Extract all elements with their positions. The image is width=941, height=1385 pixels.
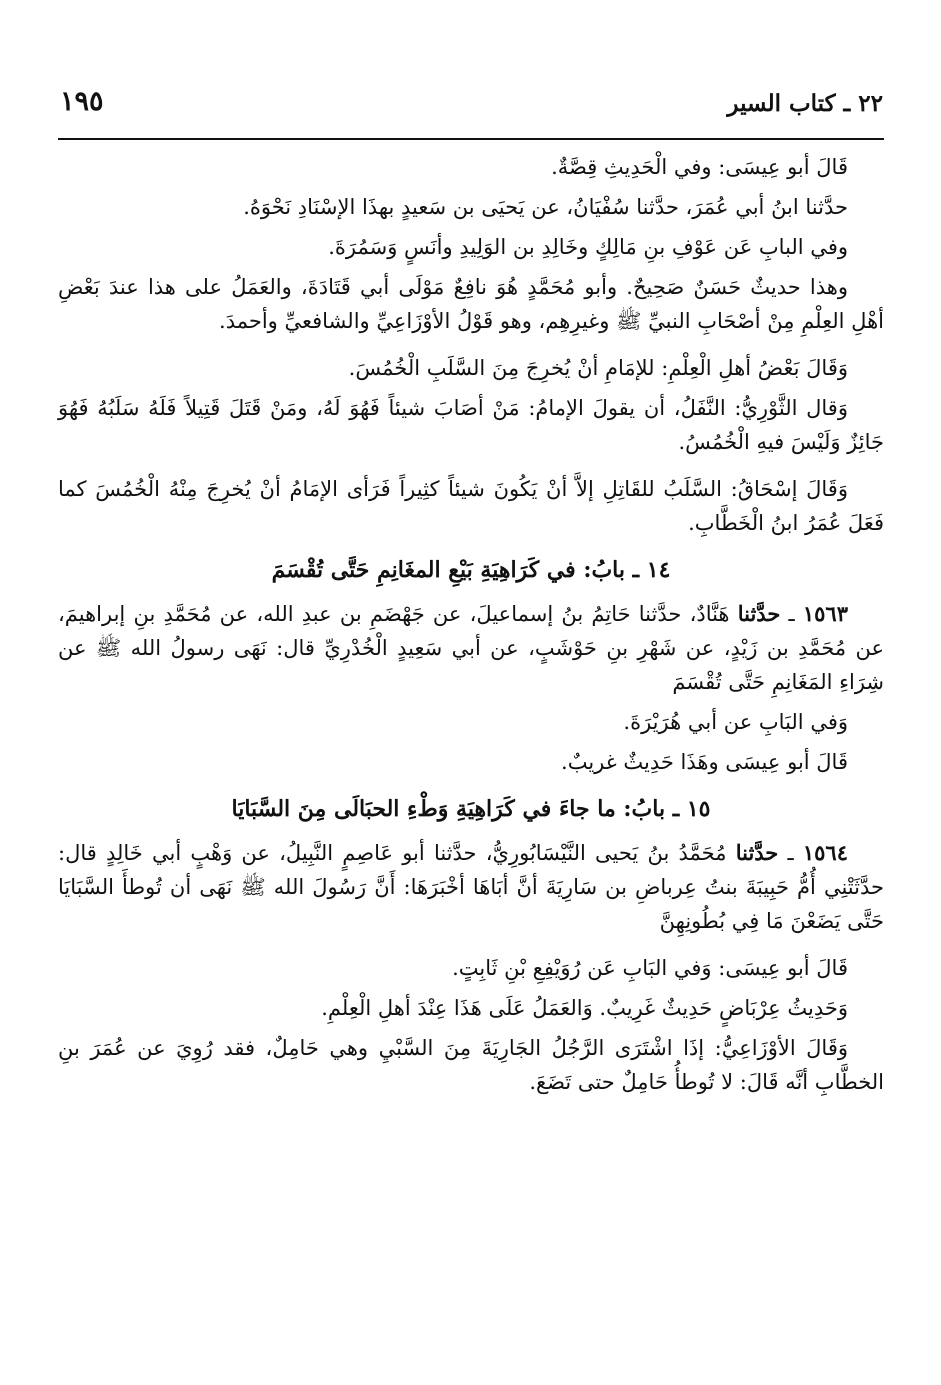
- paragraph: وَقَالَ بَعْضُ أهلِ الْعِلْمِ: للإمَامِ أنْ يُخرِجَ مِنَ السَّلَبِ الْخُمُسَ.: [348, 356, 848, 380]
- hadith-lead: حدَّثنا: [737, 601, 781, 626]
- hadith-number: ١٥٦٣: [802, 601, 848, 626]
- chapter-title: ٢٢ ـ كتاب السير: [727, 90, 883, 117]
- page-number: ١٩٥: [60, 86, 104, 117]
- hadith-text: هَنَّادٌ، حدَّثنا حَاتِمُ بنُ إسماعيلَ، عن جَهْضَمِ بن عبدِ الله، عن مُحَمَّدِ بنِ إبراهيمَ، عن مُحَمَّدِ بن زَيْدٍ، عن شَهْرِ بنِ حَوْشَبٍ، عن أبي سَعِيدٍ الْخُدْرِيِّ قال: نَهَى رسولُ الله ﷺ عن شِرَاءِ المَغَانِمِ حَتَّى تُقْسَمَ: [58, 602, 884, 694]
- paragraph: وَقال الثَّوْرِيُّ: النَّفَلُ، أن يقولَ الإمامُ: مَنْ أصَابَ شيئاً فَهُوَ لَهُ، ومَنْ قَتَلَ قَتِيلاً فَلَهُ سَلَبُهُ فَهُوَ جَائِزٌ وَلَيْسَ فيهِ الْخُمُسُ.: [58, 396, 884, 454]
- paragraph: وَقَالَ الأوْزَاعِيُّ: إذَا اشْتَرَى الرَّجُلُ الجَارِيَةَ مِنَ السَّبْيِ وهي حَامِلٌ، فقد رُوِيَ عن عُمَرَ بنِ الخطَّابِ أنَّه قَالَ: لا تُوطأُ حَامِلٌ حتى تَضَعَ.: [58, 1036, 884, 1094]
- paragraph: وهذا حديثٌ حَسَنٌ صَحِيحٌ. وأبو مُحَمَّدٍ هُوَ نافِعٌ مَوْلَى أبي قَتَادَةَ، والعَمَلُ على هذا عندَ بَعْضِ أهْلِ العِلْمِ مِنْ أصْحَابِ النبيِّ ﷺ وغيرِهِم، وهو قَوْلُ الأوْزَاعِيِّ والشافعيِّ وأحمدَ.: [58, 275, 884, 333]
- section-heading-14: ١٤ ـ بابُ: في كَرَاهِيَةِ بَيْعِ المغَانِمِ حَتَّى تُقْسَمَ: [271, 557, 671, 583]
- hadith-number: ١٥٦٤: [802, 840, 848, 865]
- paragraph: قَالَ أبو عِيسَى: وَفي البَابِ عَن رُوَيْفِعِ بْنِ ثَابِتٍ.: [452, 956, 848, 980]
- header-rule: [58, 138, 884, 140]
- hadith-lead: حدَّثنا: [735, 840, 779, 865]
- page-header: [60, 84, 883, 124]
- section-heading-15: ١٥ ـ بابُ: ما جاءَ في كَرَاهِيَةِ وَطْءِ الحبَالَى مِنَ السَّبَايَا: [231, 796, 711, 822]
- paragraph: وَفي البَابِ عن أبي هُرَيْرَةَ.: [623, 710, 848, 734]
- paragraph: وَقَالَ إسْحَاقُ: السَّلَبُ للقَاتِلِ إلاَّ أنْ يَكُونَ شيئاً كثِيراً فَرَأى الإمَامُ أنْ يُخرِجَ مِنْهُ الْخُمُسَ كما فَعَلَ عُمَرُ ابنُ الْخَطَّابِ.: [58, 477, 884, 535]
- hadith-1563: ١٥٦٣ ـ حدَّثنا هَنَّادٌ، حدَّثنا حَاتِمُ بنُ إسماعيلَ، عن جَهْضَمِ بن عبدِ الله، عن مُحَمَّدِ بنِ إبراهيمَ، عن مُحَمَّدِ بن زَيْدٍ، عن شَهْرِ بنِ حَوْشَبٍ، عن أبي سَعِيدٍ الْخُدْرِيِّ قال: نَهَى رسولُ الله ﷺ عن شِرَاءِ المَغَانِمِ حَتَّى تُقْسَمَ: [58, 601, 884, 694]
- paragraph: وَحَدِيثُ عِرْبَاضٍ حَدِيثٌ غَرِيبٌ. وَالعَمَلُ عَلَى هَذَا عِنْدَ أهلِ الْعِلْمِ.: [321, 996, 848, 1020]
- paragraph: قَالَ أبو عِيسَى وهَذَا حَدِيثٌ غريبٌ.: [561, 750, 848, 774]
- hadith-1564: ١٥٦٤ ـ حدَّثنا مُحَمَّدُ بنُ يَحيى النَّيْسَابُورِيُّ، حدَّثنا أبو عَاصِمٍ النَّبِيلُ، عن وَهْبٍ أبي خَالِدٍ قال: حدَّثَتْنِي أُمُّ حَبِيبَةَ بنتُ عِرباضِ بن سَارِيَةَ أنَّ أبَاهَا أخْبَرَهَا: أَنَّ رَسُولَ الله ﷺ نَهَى أن تُوطأَ السَّبَايَا حَتَّى يَضَعْنَ مَا فِي بُطُونِهِنَّ: [58, 840, 884, 933]
- paragraph: قَالَ أبو عِيسَى: وفي الْحَدِيثِ قِصَّةٌ.: [551, 155, 848, 179]
- page-body: [58, 150, 884, 1105]
- paragraph: حدَّثنا ابنُ أبي عُمَرَ، حدَّثنا سُفْيَانُ، عن يَحيَى بن سَعيدٍ بهذَا الإسْنَادِ نَحْوَهُ.: [243, 195, 848, 219]
- hadith-text: مُحَمَّدُ بنُ يَحيى النَّيْسَابُورِيُّ، حدَّثنا أبو عَاصِمٍ النَّبِيلُ، عن وَهْبٍ أبي خَالِدٍ قال: حدَّثَتْنِي أُمُّ حَبِيبَةَ بنتُ عِرباضِ بن سَارِيَةَ أنَّ أبَاهَا أخْبَرَهَا: أَنَّ رَسُولَ الله ﷺ نَهَى أن تُوطأَ السَّبَايَا حَتَّى يَضَعْنَ مَا فِي بُطُونِهِنَّ: [58, 841, 884, 933]
- paragraph: وفي البابِ عَن عَوْفِ بنِ مَالِكٍ وخَالِدِ بن الوَلِيدِ وأنَسٍ وَسَمُرَةَ.: [328, 235, 848, 259]
